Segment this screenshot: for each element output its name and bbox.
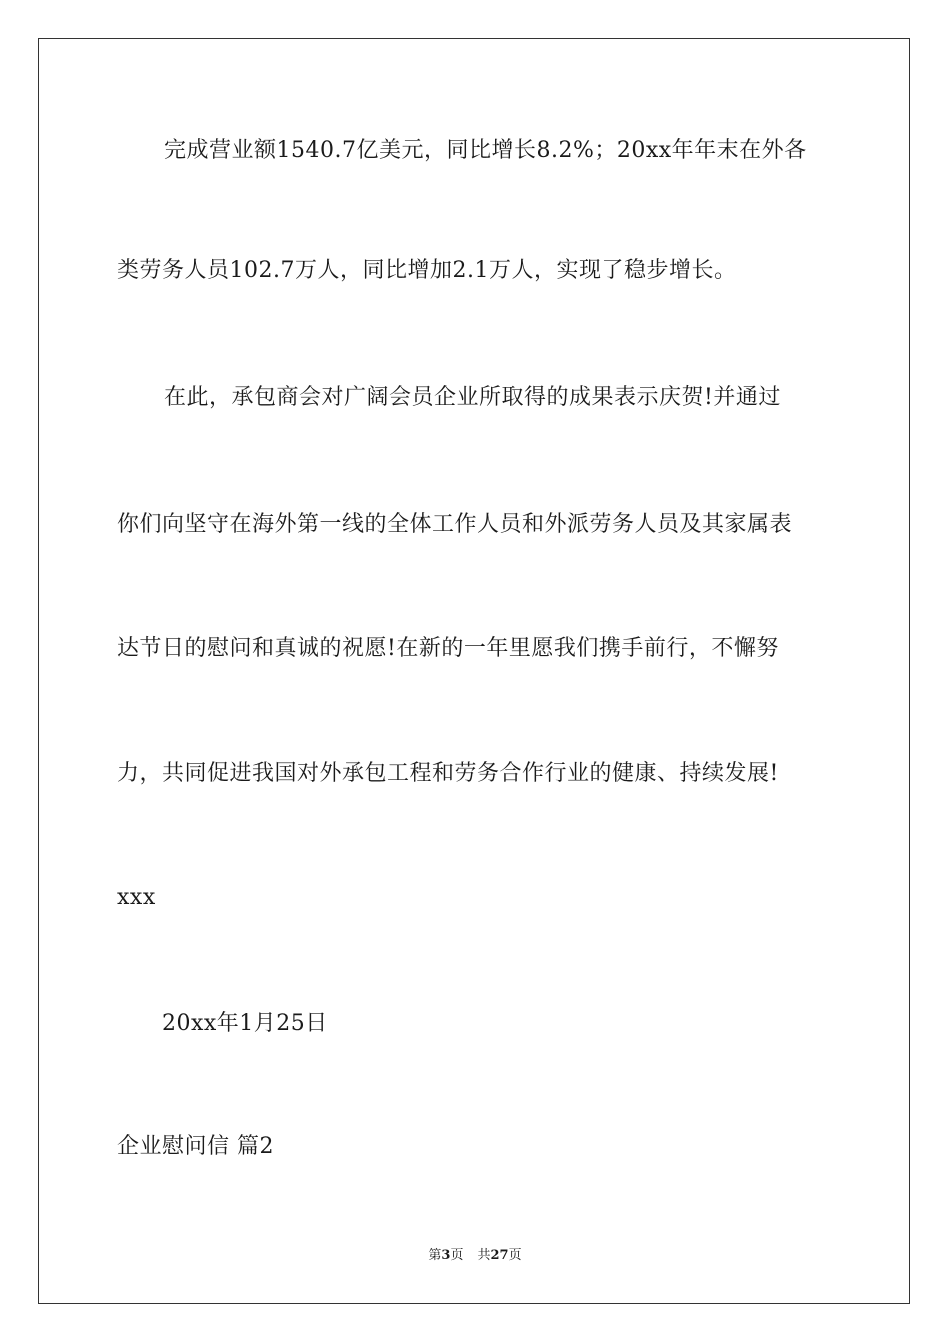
body-line-2: 类劳务人员102.7万人，同比增加2.1万人，实现了稳步增长。 <box>117 258 737 283</box>
footer-total-prefix: 共 <box>477 1248 491 1263</box>
footer-total-number: 27 <box>490 1248 509 1263</box>
body-line-4: 你们向坚守在海外第一线的全体工作人员和外派劳务人员及其家属表 <box>117 512 793 537</box>
body-line-6: 力，共同促进我国对外承包工程和劳务合作行业的健康、持续发展! <box>117 761 779 786</box>
section-heading: 企业慰问信 篇2 <box>117 1134 274 1159</box>
footer-page-prefix: 第 <box>428 1248 442 1263</box>
signature-date: 20xx年1月25日 <box>162 1011 328 1036</box>
footer-page-number: 3 <box>441 1248 451 1263</box>
page-border <box>38 38 910 1304</box>
footer-total-suffix: 页 <box>508 1248 522 1263</box>
footer-page-suffix: 页 <box>450 1248 464 1263</box>
signature-name: xxx <box>117 885 156 910</box>
body-line-5: 达节日的慰问和真诚的祝愿!在新的一年里愿我们携手前行，不懈努 <box>117 636 779 661</box>
body-line-3: 在此，承包商会对广阔会员企业所取得的成果表示庆贺!并通过 <box>164 385 781 410</box>
body-line-1: 完成营业额1540.7亿美元，同比增长8.2%；20xx年年末在外各 <box>164 138 807 163</box>
page-footer <box>0 1247 950 1265</box>
